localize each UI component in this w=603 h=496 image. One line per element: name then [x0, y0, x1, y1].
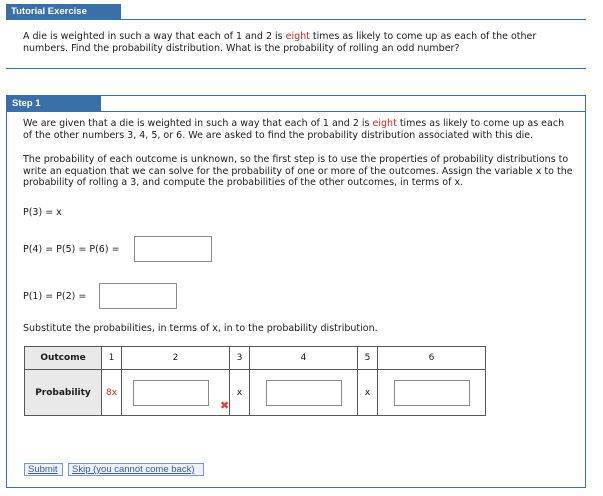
- outcome-cell: 5: [358, 347, 378, 370]
- probability-4-input[interactable]: [266, 380, 342, 406]
- probability-cell-3: x: [230, 370, 250, 416]
- tutorial-exercise-panel: [6, 4, 586, 69]
- probability-cell-2: [122, 370, 230, 416]
- step-intro-text-2: times as likely to come up as each of the other numbers 3, 4, 5, or 6. We are asked to find the probability distribution associated with this die.: [23, 118, 565, 141]
- probability-header: Probability: [25, 370, 102, 416]
- p456-answer-input[interactable]: [134, 236, 212, 262]
- outcome-header: Outcome: [25, 347, 102, 370]
- step-instructions: The probability of each outcome is unknown, so the first step is to use the properties of probability distributions to write an equation that we can solve for the probability of one or more of the outcomes. Assign the variable x to the probability of rolling a 3, and compute the probabilities of the other outcomes, in terms of x.: [23, 154, 573, 188]
- problem-text-1: A die is weighted in such a way that each of 1 and 2 is: [23, 31, 286, 42]
- outcome-cell: 2: [122, 347, 230, 370]
- step-intro-text-1: We are given that a die is weighted in such a way that each of 1 and 2 is: [23, 118, 373, 129]
- outcome-cell: 6: [378, 347, 486, 370]
- probability-2-input[interactable]: [133, 380, 209, 406]
- problem-emph: eight: [285, 31, 310, 42]
- incorrect-x-icon: ✖: [220, 399, 230, 412]
- probability-cell-5: x: [358, 370, 378, 416]
- outcome-cell: 1: [102, 347, 122, 370]
- skip-button[interactable]: Skip (you cannot come back): [68, 463, 204, 476]
- probability-cell-1: 8x: [102, 370, 122, 416]
- outcome-cell: 4: [250, 347, 358, 370]
- step-panel: [6, 95, 586, 488]
- step-intro: [23, 118, 573, 141]
- problem-statement: [23, 31, 563, 55]
- step-header: Step 1: [7, 96, 101, 111]
- probability-cell-4: [250, 370, 358, 416]
- step-intro-emph: eight: [372, 118, 397, 129]
- step-header-bar: [7, 96, 585, 112]
- equation-p456: P(4) = P(5) = P(6) =: [23, 244, 120, 255]
- equation-p12: P(1) = P(2) =: [23, 291, 87, 302]
- probability-6-input[interactable]: [394, 380, 470, 406]
- panel-header-bar: [6, 4, 586, 20]
- probability-cell-6: [378, 370, 486, 416]
- p12-answer-input[interactable]: [99, 283, 177, 309]
- substitute-instruction: Substitute the probabilities, in terms of x, in to the probability distribution.: [23, 323, 378, 334]
- tutorial-exercise-header: Tutorial Exercise: [6, 4, 121, 19]
- outcome-cell: 3: [230, 347, 250, 370]
- probability-distribution-table: [24, 346, 486, 416]
- equation-p3: P(3) = x: [23, 207, 62, 218]
- problem-text-2: times as likely to come up as each of the other numbers. Find the probability distribution. What is the probability of rolling an odd number?: [23, 31, 537, 54]
- submit-button[interactable]: Submit: [24, 463, 63, 476]
